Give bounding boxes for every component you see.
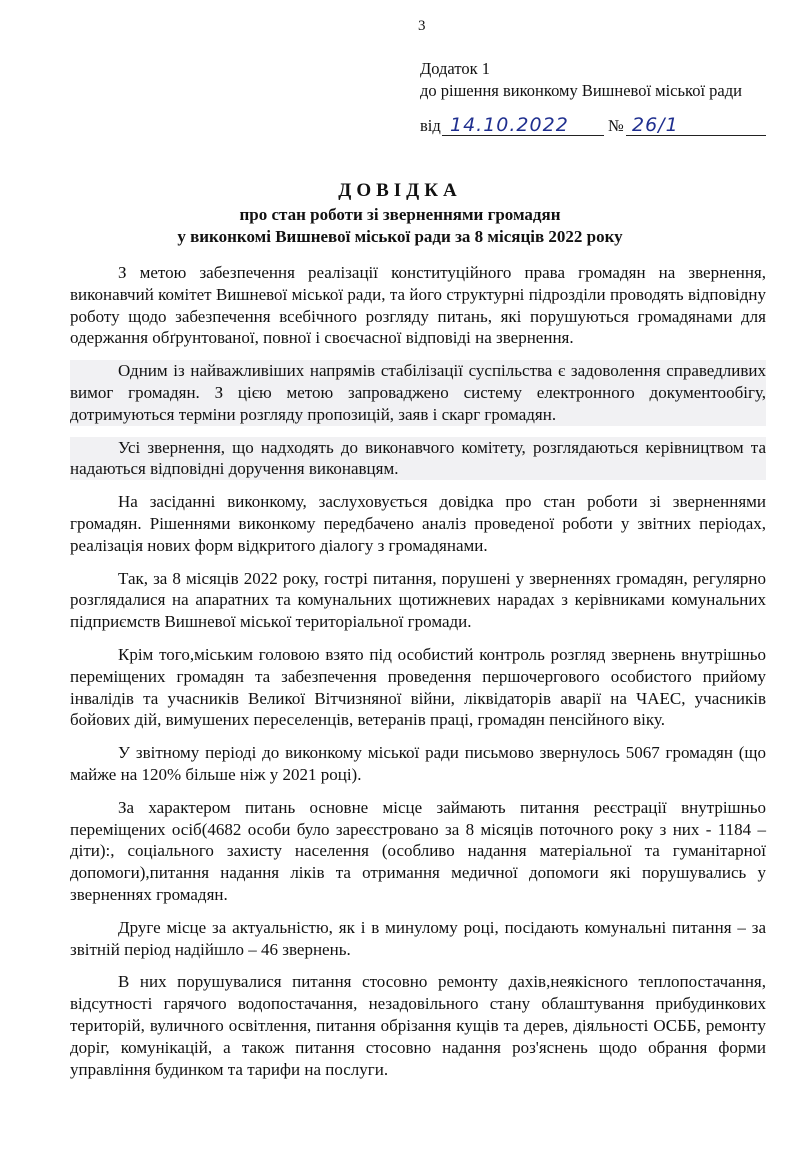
handwritten-date: 14.10.2022 <box>450 114 569 136</box>
page-number: 3 <box>418 18 426 34</box>
document-subtitle-line2: у виконкомі Вишневої міської ради за 8 місяців 2022 року <box>177 227 623 246</box>
body-paragraph: Крім того,міським головою взято під особистий контроль розгляд звернень внутрішньо переміщених громадян та забезпечення проведення першочергового особистого прийому інвалідів та учасників Великої Вітчизняної війни, ліквідаторів аварії на ЧАЕС, учасників бойових дій, вимушених переселенців, ветеранів праці, громадян пенсійного віку. <box>70 644 766 730</box>
number-label: № <box>608 116 624 135</box>
document-title-block <box>0 178 800 248</box>
document-body <box>70 262 766 1091</box>
body-paragraph: Одним із найважливіших напрямів стабілізації суспільства є задоволення справедливих вимог громадян. З цією метою запроваджено систему електронного документообігу, дотримуються терміни розгляду пропозицій, заяв і скарг громадян. <box>70 361 766 424</box>
body-paragraph: На засіданні виконкому, заслуховується довідка про стан роботи зі зверненнями громадян. Рішеннями виконкому передбачено аналіз проведеної роботи у звітних періодах, реалізація нових форм відкритого діалогу з громадянами. <box>70 492 766 555</box>
body-paragraph: В них порушувалися питання стосовно ремонту дахів,неякісного теплопостачання, відсутності гарячого водопостачання, незадовільного стану облаштування прибудинкових територій, вуличного освітлення, питання обрізання кущів та дерев, діяльності ОСББ, ремонту доріг, комунікацій, а також питання стосовно надання роз'яснень щодо обрання форми управління будинком та тарифи на послуги. <box>70 972 766 1079</box>
annex-block <box>420 58 742 102</box>
handwritten-number: 26/1 <box>632 114 679 136</box>
body-paragraph: У звітному періоді до виконкому міської ради письмово звернулось 5067 громадян (що майже на 120% більше ніж у 2021 році). <box>70 743 766 784</box>
annex-reference: до рішення виконкому Вишневої міської ради <box>420 81 742 100</box>
body-paragraph: Друге місце за актуальністю, як і в минулому році, посідають комунальні питання – за звітній період надійшло – 46 звернень. <box>70 917 766 959</box>
document-subtitle-line1: про стан роботи зі зверненнями громадян <box>239 205 561 224</box>
body-paragraph: За характером питань основне місце займають питання реєстрації внутрішньо переміщених осіб(4682 особи було зареєстровано за 8 місяців поточного року з них - 1184 – діти):, соціального захисту населення (особливо надання матеріальної та гуманітарної допомоги),питання надання ліків та отримання медичної допомоги які порушувались у зверненнях громадян. <box>70 797 766 904</box>
date-label: від <box>420 116 441 135</box>
date-number-line <box>420 112 770 138</box>
body-paragraph: Усі звернення, що надходять до виконавчого комітету, розглядаються керівництвом та надаються відповідні доручення виконавцям. <box>70 437 766 479</box>
body-paragraph: Так, за 8 місяців 2022 року, гострі питання, порушені у зверненнях громадян, регулярно розглядалися на апаратних та комунальних щотижневих нарадах з керівниками комунальних підприємств Вишневої міської територіальної громади. <box>70 568 766 632</box>
body-paragraph: З метою забезпечення реалізації конституційного права громадян на звернення, виконавчий комітет Вишневої міської ради, та його структурні підрозділи проводять відповідну роботу щодо забезпечення всебічного розгляду питань, які порушуються громадянами для одержання обґрунтованої, повної і своєчасної відповіді на звернення. <box>70 263 766 348</box>
annex-title: Додаток 1 <box>420 59 490 78</box>
document-title: ДОВІДКА <box>338 180 462 201</box>
